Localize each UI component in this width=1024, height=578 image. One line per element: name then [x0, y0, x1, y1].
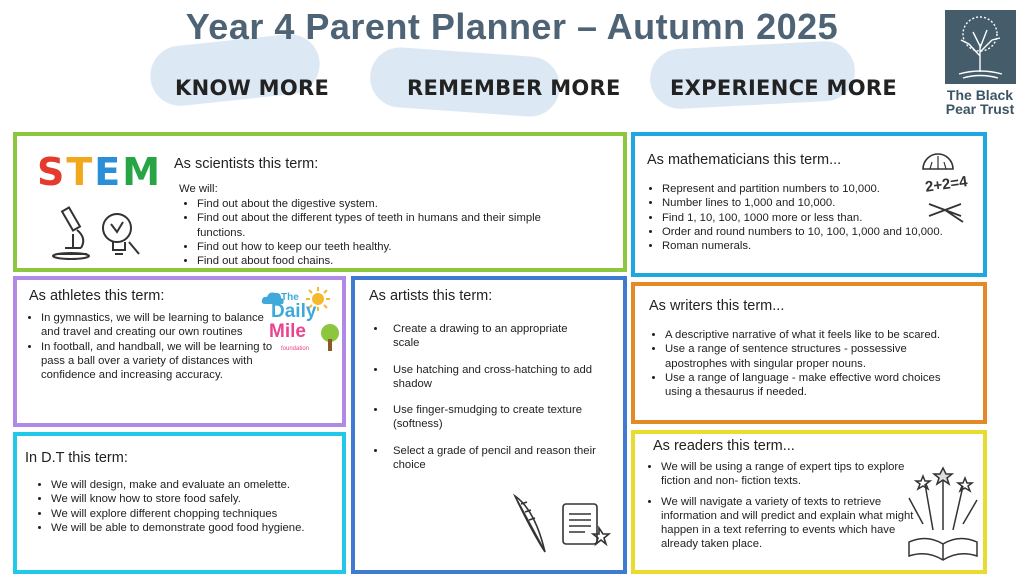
scroll-icon — [555, 498, 611, 550]
stem-letter-m: M — [122, 150, 163, 194]
list-item: • Use a range of language - make effective word choices using a thesaurus if needed. — [665, 371, 955, 400]
microscope-icon — [47, 204, 93, 260]
tagline-know-more: KNOW MORE — [175, 76, 330, 100]
science-intro: We will: — [179, 183, 218, 195]
list-item: • We will be using a range of expert tips to explore fiction and non- fiction texts. — [661, 460, 916, 489]
reading-list — [643, 460, 916, 552]
maths-heading: As mathematicians this term... — [647, 152, 842, 168]
list-item: • Find out about food chains. — [197, 254, 587, 268]
list-item: • We will design, make and evaluate an omelette. — [51, 478, 351, 492]
list-item: • Use finger-smudging to create texture (softness) — [387, 403, 597, 432]
tagline-experience-more: EXPERIENCE MORE — [670, 76, 898, 100]
science-list — [179, 197, 587, 268]
compass-icon — [925, 196, 965, 226]
logo-mile: Mile — [269, 321, 306, 342]
list-item: • Number lines to 1,000 and 10,000. — [662, 196, 952, 210]
logo-foundation: foundation — [281, 346, 310, 352]
sum-doodle: 2+2=4 — [924, 173, 969, 196]
list-item: • Roman numerals. — [662, 239, 952, 253]
reading-heading: As readers this term... — [653, 438, 795, 454]
tagline-remember-more: REMEMBER MORE — [407, 76, 621, 100]
logo-daily: Daily — [271, 301, 317, 322]
maths-panel — [631, 132, 987, 277]
pe-list — [23, 311, 281, 382]
stem-letter-e: E — [94, 150, 123, 194]
tree-icon — [317, 322, 343, 352]
stem-letter-s: S — [37, 150, 67, 194]
writing-list — [647, 328, 955, 399]
list-item: • In gymnastics, we will be learning to balance and travel and creating our own routines — [41, 311, 281, 340]
list-item: • Select a grade of pencil and reason their choice — [387, 444, 597, 473]
science-panel — [13, 132, 627, 272]
trust-name-line2: Pear Trust — [945, 101, 1015, 117]
pe-heading: As athletes this term: — [29, 288, 165, 304]
list-item: • Create a drawing to an appropriate scale — [387, 322, 597, 351]
list-item: • Find out about the digestive system. — [197, 197, 587, 211]
list-item: • We will explore different chopping techniques — [51, 507, 351, 521]
list-item: • In football, and handball, we will be learning to pass a ball over a variety of distances with confidence and increasing accuracy. — [41, 340, 281, 383]
art-panel — [351, 276, 627, 574]
list-item: • Find out how to keep our teeth healthy. — [197, 240, 587, 254]
dt-heading: In D.T this term: — [25, 450, 128, 466]
trust-name — [930, 88, 1024, 116]
list-item: • Find 1, 10, 100, 1000 more or less than. — [662, 211, 952, 225]
stem-logo — [37, 150, 162, 194]
list-item: • A descriptive narrative of what it feels like to be scared. — [665, 328, 955, 342]
art-list — [357, 322, 597, 484]
dt-list — [33, 478, 351, 535]
trust-logo — [945, 10, 1016, 84]
logo-the: The — [281, 292, 299, 303]
list-item: • We will navigate a variety of texts to retrieve information and will predict and explain what might happen in a text referring to events which have already taken place. — [661, 495, 916, 552]
lightbulb-icon — [97, 210, 143, 260]
science-heading: As scientists this term: — [174, 156, 319, 172]
stem-letter-t: T — [66, 150, 95, 194]
quill-icon — [505, 490, 555, 560]
list-item: • We will know how to store food safely. — [51, 492, 351, 506]
page-title: Year 4 Parent Planner – Autumn 2025 — [185, 6, 839, 47]
writing-heading: As writers this term... — [649, 298, 785, 314]
list-item: • Use hatching and cross-hatching to add shadow — [387, 363, 597, 392]
writing-panel — [631, 282, 987, 424]
list-item: • Use a range of sentence structures - possessive apostrophes with singular proper nouns. — [665, 342, 955, 371]
tree-icon — [945, 10, 1016, 84]
dt-panel — [13, 432, 346, 574]
protractor-icon — [920, 146, 956, 172]
list-item: • Find out about the different types of teeth in humans and their simple functions. — [197, 211, 587, 240]
list-item: • Represent and partition numbers to 10,000. — [662, 182, 952, 196]
reading-panel — [631, 430, 987, 574]
list-item: • Order and round numbers to 10, 100, 1,000 and 10,000. — [662, 225, 952, 239]
open-book-icon — [903, 464, 983, 568]
pe-panel — [13, 276, 346, 427]
art-heading: As artists this term: — [369, 288, 493, 304]
trust-name-line1: The Black — [946, 87, 1014, 103]
maths-list — [644, 182, 952, 253]
daily-mile-logo — [261, 286, 343, 366]
list-item: • We will be able to demonstrate good food hygiene. — [51, 521, 351, 535]
